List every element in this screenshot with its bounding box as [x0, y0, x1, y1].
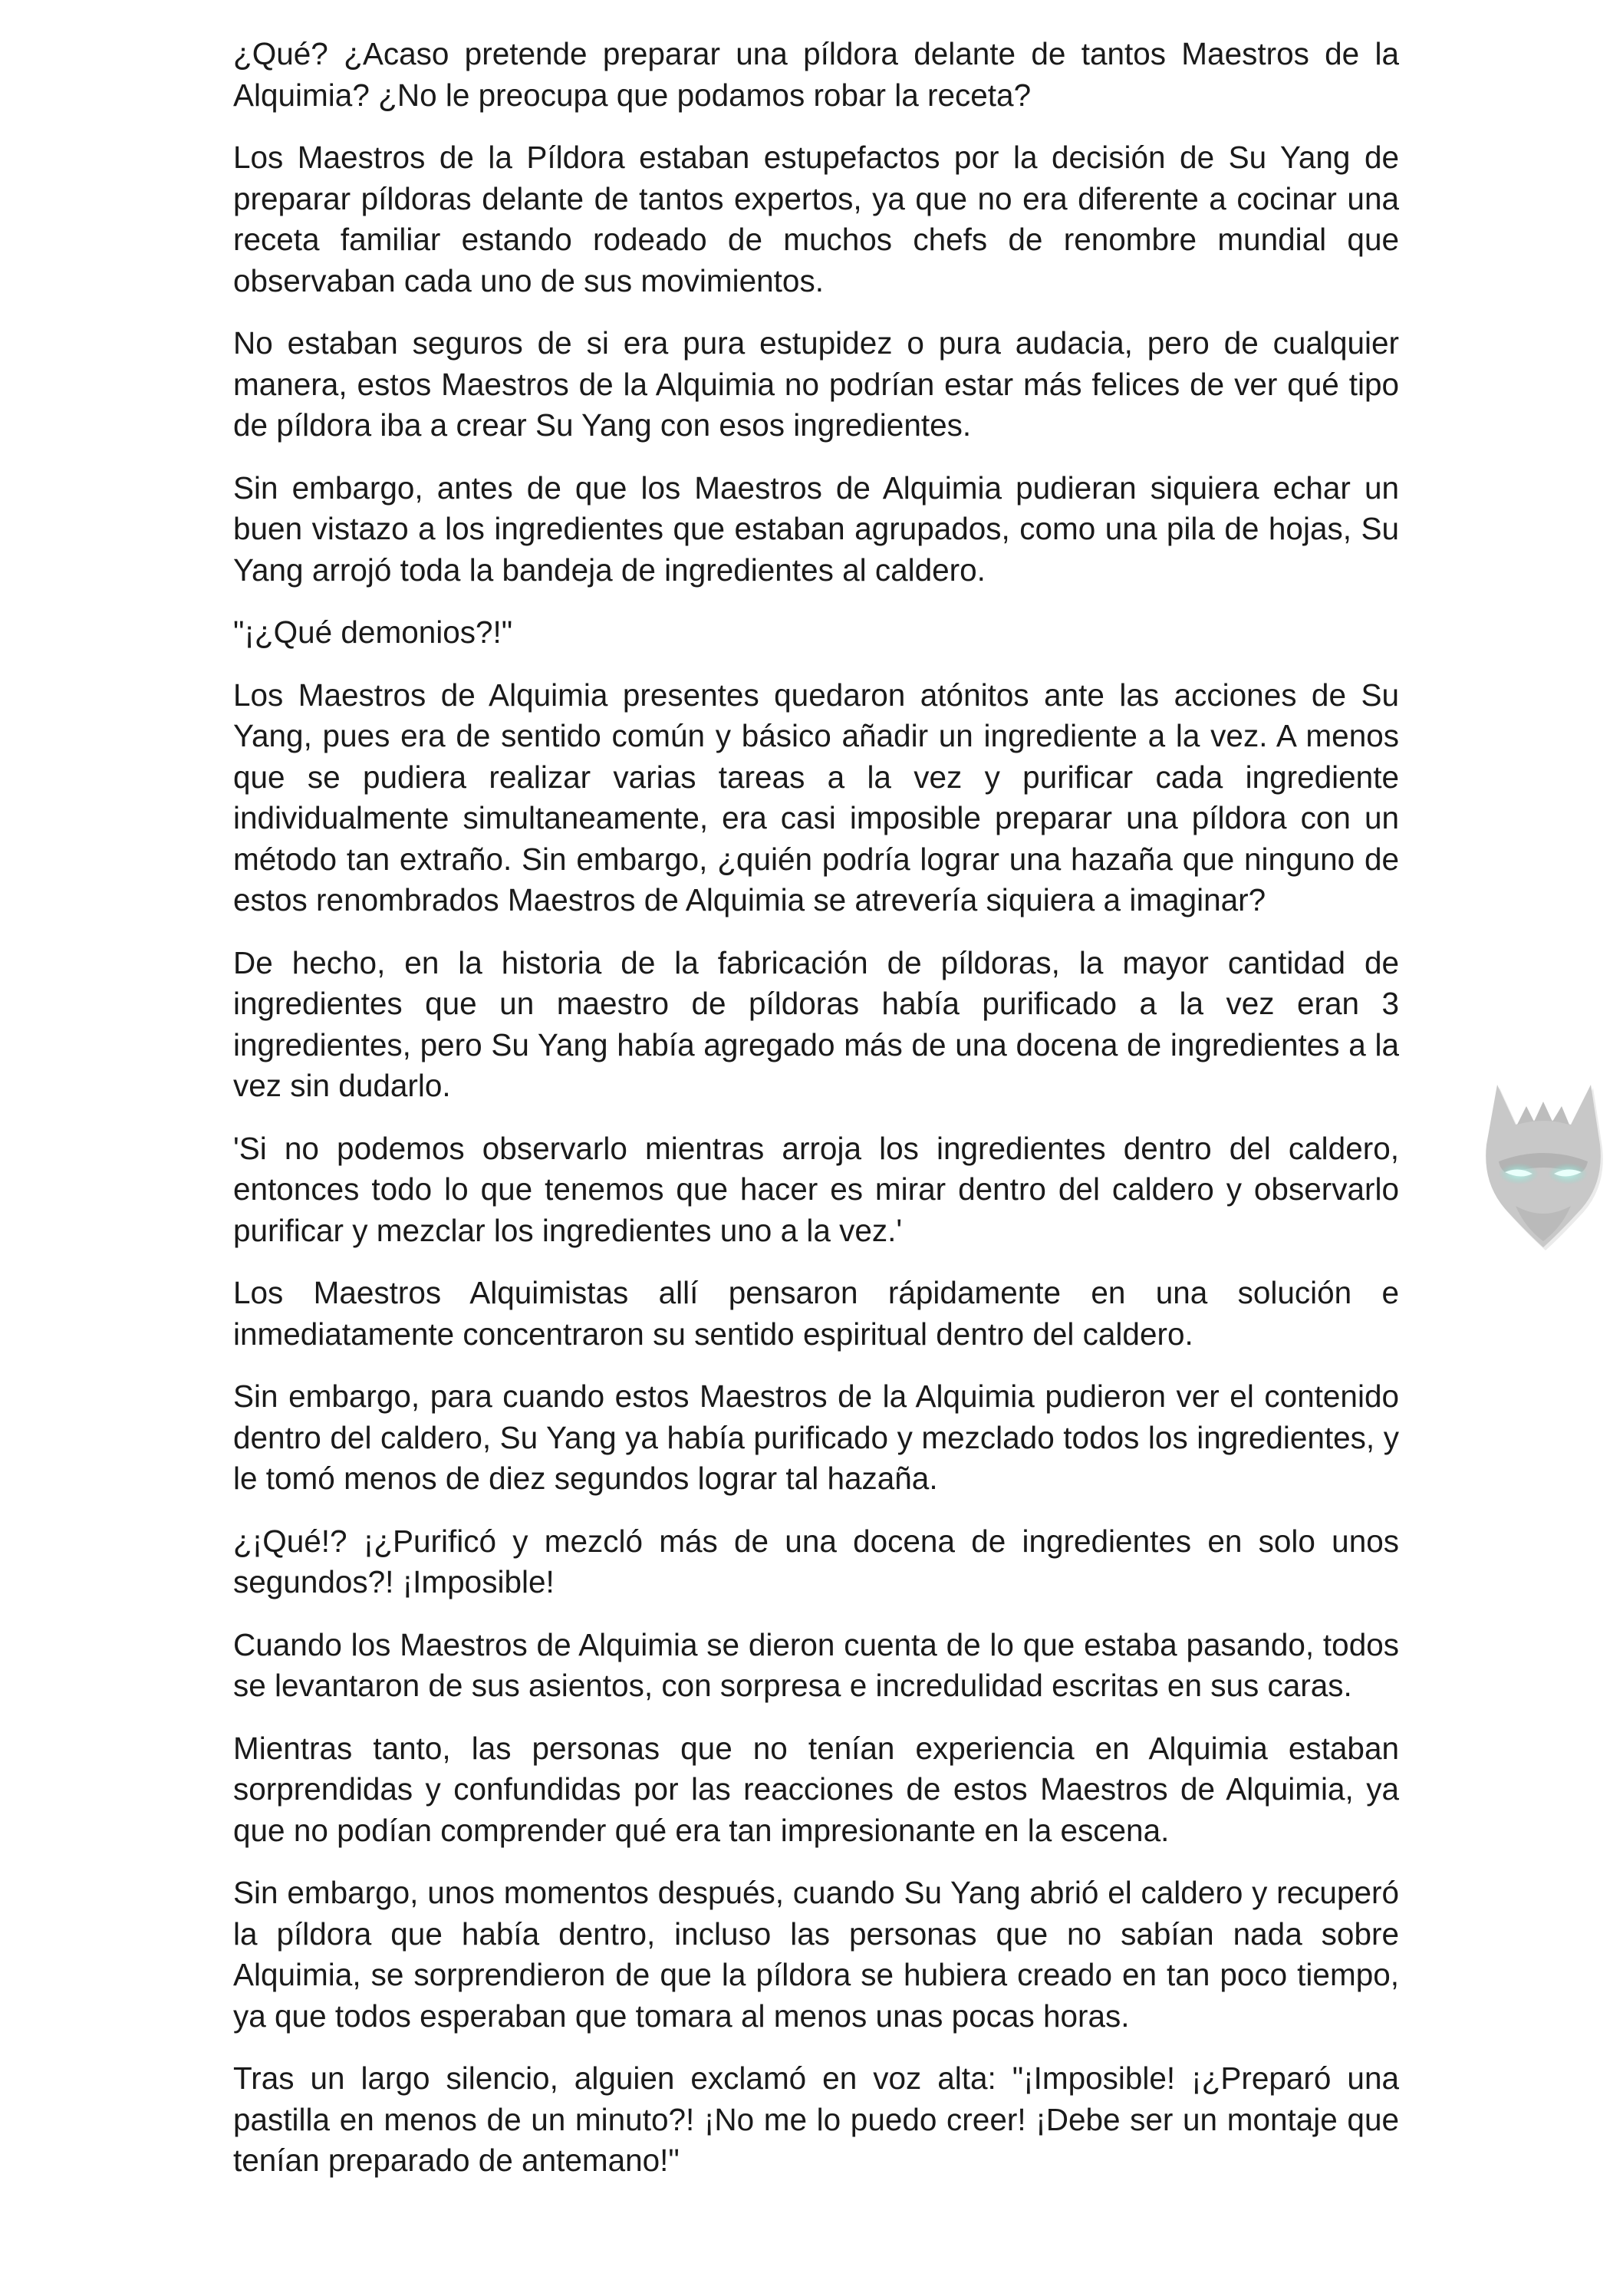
paragraph-11: ¿¡Qué!? ¡¿Purificó y mezcló más de una docena de ingredientes en solo unos segundos?! ¡Imposible!	[233, 1523, 1399, 1599]
paragraph-1: ¿Qué? ¿Acaso pretende preparar una píldora delante de tantos Maestros de la Alquimia? ¿No le preocupa que podamos robar la receta?	[233, 36, 1399, 113]
paragraph-6: Los Maestros de Alquimia presentes quedaron atónitos ante las acciones de Su Yang, pues era de sentido común y básico añadir un ingrediente a la vez. A menos que se pudiera realizar varias tareas a la vez y purificar cada ingrediente individualmente simultaneamente, era casi imposible preparar una píldora con un método tan extraño. Sin embargo, ¿quién podría lograr una hazaña que ninguno de estos renombrados Maestros de Alquimia se atrevería siquiera a imaginar?	[233, 677, 1399, 917]
paragraph-13: Mientras tanto, las personas que no tenían experiencia en Alquimia estaban sorprendidas y confundidas por las reacciones de estos Maestros de Alquimia, ya que no podían comprender qué era tan impresionante en la escena.	[233, 1730, 1399, 1848]
paragraph-7: De hecho, en la historia de la fabricación de píldoras, la mayor cantidad de ingredientes que un maestro de píldoras había purificado a la vez eran 3 ingredientes, pero Su Yang había agregado más de una docena de ingredientes a la vez sin dudarlo.	[233, 944, 1399, 1103]
paragraph-10: Sin embargo, para cuando estos Maestros de la Alquimia pudieron ver el contenido dentro del caldero, Su Yang ya había purificado y mezclado todos los ingredientes, y le tomó menos de diez segundos lograr tal hazaña.	[233, 1379, 1399, 1496]
paragraph-3: No estaban seguros de si era pura estupidez o pura audacia, pero de cualquier manera, estos Maestros de la Alquimia no podrían estar más felices de ver qué tipo de píldora iba a crear Su Yang con esos ingredientes.	[233, 325, 1399, 443]
paragraph-5: "¡¿Qué demonios?!"	[233, 614, 513, 650]
paragraph-4: Sin embargo, antes de que los Maestros de Alquimia pudieran siquiera echar un buen vistazo a los ingredientes que estaban agrupados, como una pila de hojas, Su Yang arrojó toda la bandeja de ingredientes al caldero.	[233, 469, 1399, 588]
paragraph-15: Tras un largo silencio, alguien exclamó en voz alta: "¡Imposible! ¡¿Preparó una pastilla en menos de un minuto?! ¡No me lo puedo creer! ¡Debe ser un montaje que tenían preparado de antemano!"	[233, 2060, 1399, 2178]
paragraph-12: Cuando los Maestros de Alquimia se dieron cuenta de lo que estaba pasando, todos se levantaron de sus asientos, con sorpresa e incredulidad escritas en sus caras.	[233, 1626, 1399, 1703]
paragraph-14: Sin embargo, unos momentos después, cuando Su Yang abrió el caldero y recuperó la píldora que había dentro, incluso las personas que no sabían nada sobre Alquimia, se sorprendieron de que la píldora se hubiera creado en tan poco tiempo, ya que todos esperaban que tomara al menos unas pocas horas.	[233, 1875, 1399, 2034]
paragraph-8: 'Si no podemos observarlo mientras arroja los ingredientes dentro del caldero, entonces todo lo que tenemos que hacer es mirar dentro del caldero y observarlo purificar y mezclar los ingredientes uno a la vez.'	[233, 1130, 1399, 1248]
paragraph-2: Los Maestros de la Píldora estaban estupefactos por la decisión de Su Yang de preparar píldoras delante de tantos expertos, ya que no era diferente a cocinar una receta familiar estando rodeado de muchos chefs de renombre mundial que observaban cada uno de sus movimientos.	[233, 140, 1399, 298]
paragraph-9: Los Maestros Alquimistas allí pensaron rápidamente en una solución e inmediatamente concentraron su sentido espiritual dentro del caldero.	[233, 1275, 1399, 1352]
demon-head-icon	[1471, 1071, 1615, 1252]
document-body	[233, 34, 1399, 2203]
